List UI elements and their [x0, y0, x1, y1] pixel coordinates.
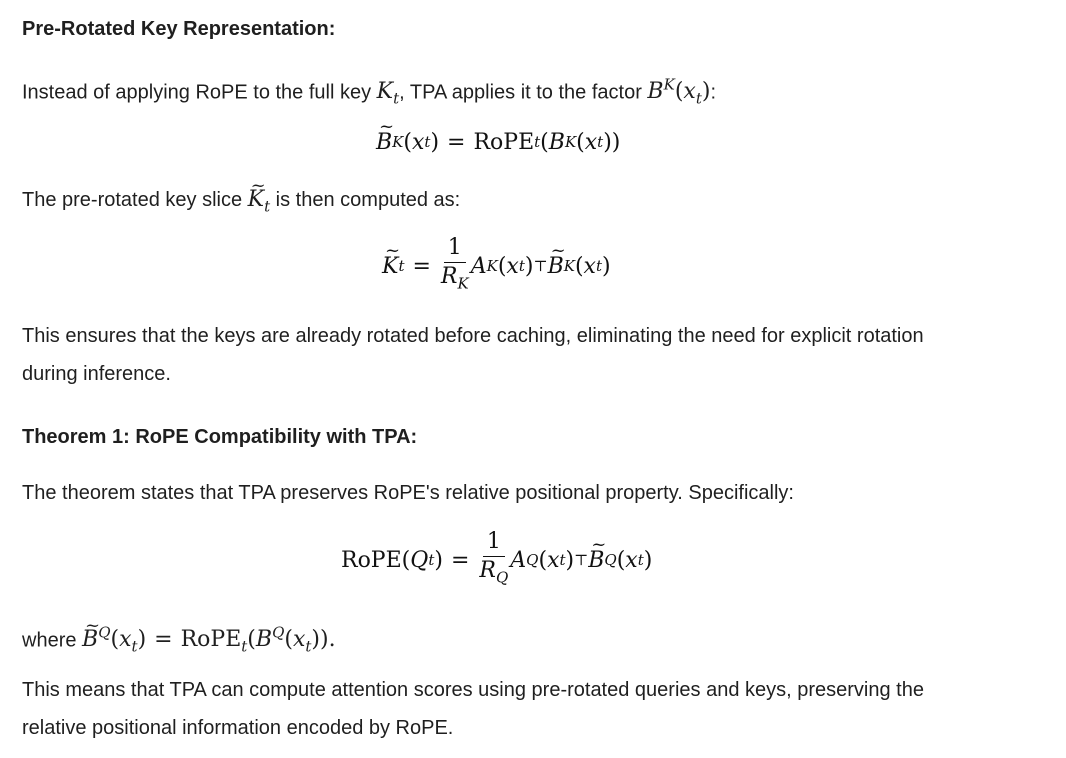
paragraph-pre-rotated-slice-text-2: is then computed as:: [270, 189, 461, 211]
paragraph-conclusion-line-1: This means that TPA can compute attention scores using pre-rotated queries and keys, preserving the: [22, 679, 924, 701]
paragraph-intro: [22, 66, 716, 118]
paragraph-pre-rotated-slice-text-1: The pre-rotated key slice: [22, 189, 248, 211]
equation-rope-label-2: RoPE: [341, 547, 402, 573]
section-heading-theorem-1: Theorem 1: RoPE Compatibility with TPA:: [22, 426, 418, 448]
section-heading-pre-rotated-key: Pre-Rotated Key Representation:: [22, 18, 336, 40]
equation-pre-rotated-key: ~ K t = $\frac{1}{R_K}$ A K ( x t ) ⊤ ~ B K ( x t ): [382, 234, 611, 298]
paragraph-ensures-line-1: This ensures that the keys are already rotated before caching, eliminating the need for explicit rotation: [22, 325, 924, 347]
fraction-denominator: [441, 263, 469, 295]
denominator-r: R: [440, 264, 458, 290]
equation-rotated-factor: ~ B K ( x t ) = RoPE t ( B K ( x t )): [376, 122, 620, 162]
paragraph-pre-rotated-slice: [22, 181, 460, 225]
denominator-sub-k: K: [457, 274, 469, 293]
denominator-r-2: R: [479, 558, 496, 584]
paragraph-theorem-statement: The theorem states that TPA preserves RoPE's relative positional property. Specifically:: [22, 482, 794, 504]
equation-fraction-rk: [441, 236, 469, 295]
paragraph-conclusion-line-2: relative positional information encoded by RoPE.: [22, 717, 454, 739]
fraction-numerator-2: 1: [483, 530, 505, 557]
inline-math-key-kt: $K_t$: [376, 79, 400, 108]
inline-rope-label: RoPE: [180, 627, 242, 653]
inline-math-factor-bk: $B^K(x_t)$: [647, 76, 711, 108]
equation-rope-label: RoPE: [473, 129, 535, 155]
paragraph-intro-text-1: Instead of applying RoPE to the full key: [22, 81, 377, 104]
paragraph-intro-text-3: :: [710, 81, 717, 104]
paragraph-intro-text-2: , TPA applies it to the factor: [399, 81, 648, 104]
equation-fraction-rq: [479, 530, 508, 589]
inline-math-rotated-query-factor: ~ $B^Q(x_t)$ = $RoPE_t(B^Q(x_t))$.: [82, 627, 336, 652]
inline-math-ktilde: ~ $K_t$: [248, 187, 270, 212]
fraction-numerator: 1: [444, 236, 466, 263]
denominator-sub-q: Q: [495, 568, 509, 587]
paragraph-where-text: where: [22, 629, 83, 652]
paragraph-ensures-line-2: during inference.: [22, 363, 171, 385]
equation-rope-query: RoPE ( Q t ) = $\frac{1}{R_Q}$ A Q ( x t ) ⊤ ~ B Q ( x t ): [341, 528, 652, 592]
fraction-denominator-2: [479, 557, 508, 589]
paragraph-where: [22, 614, 336, 666]
